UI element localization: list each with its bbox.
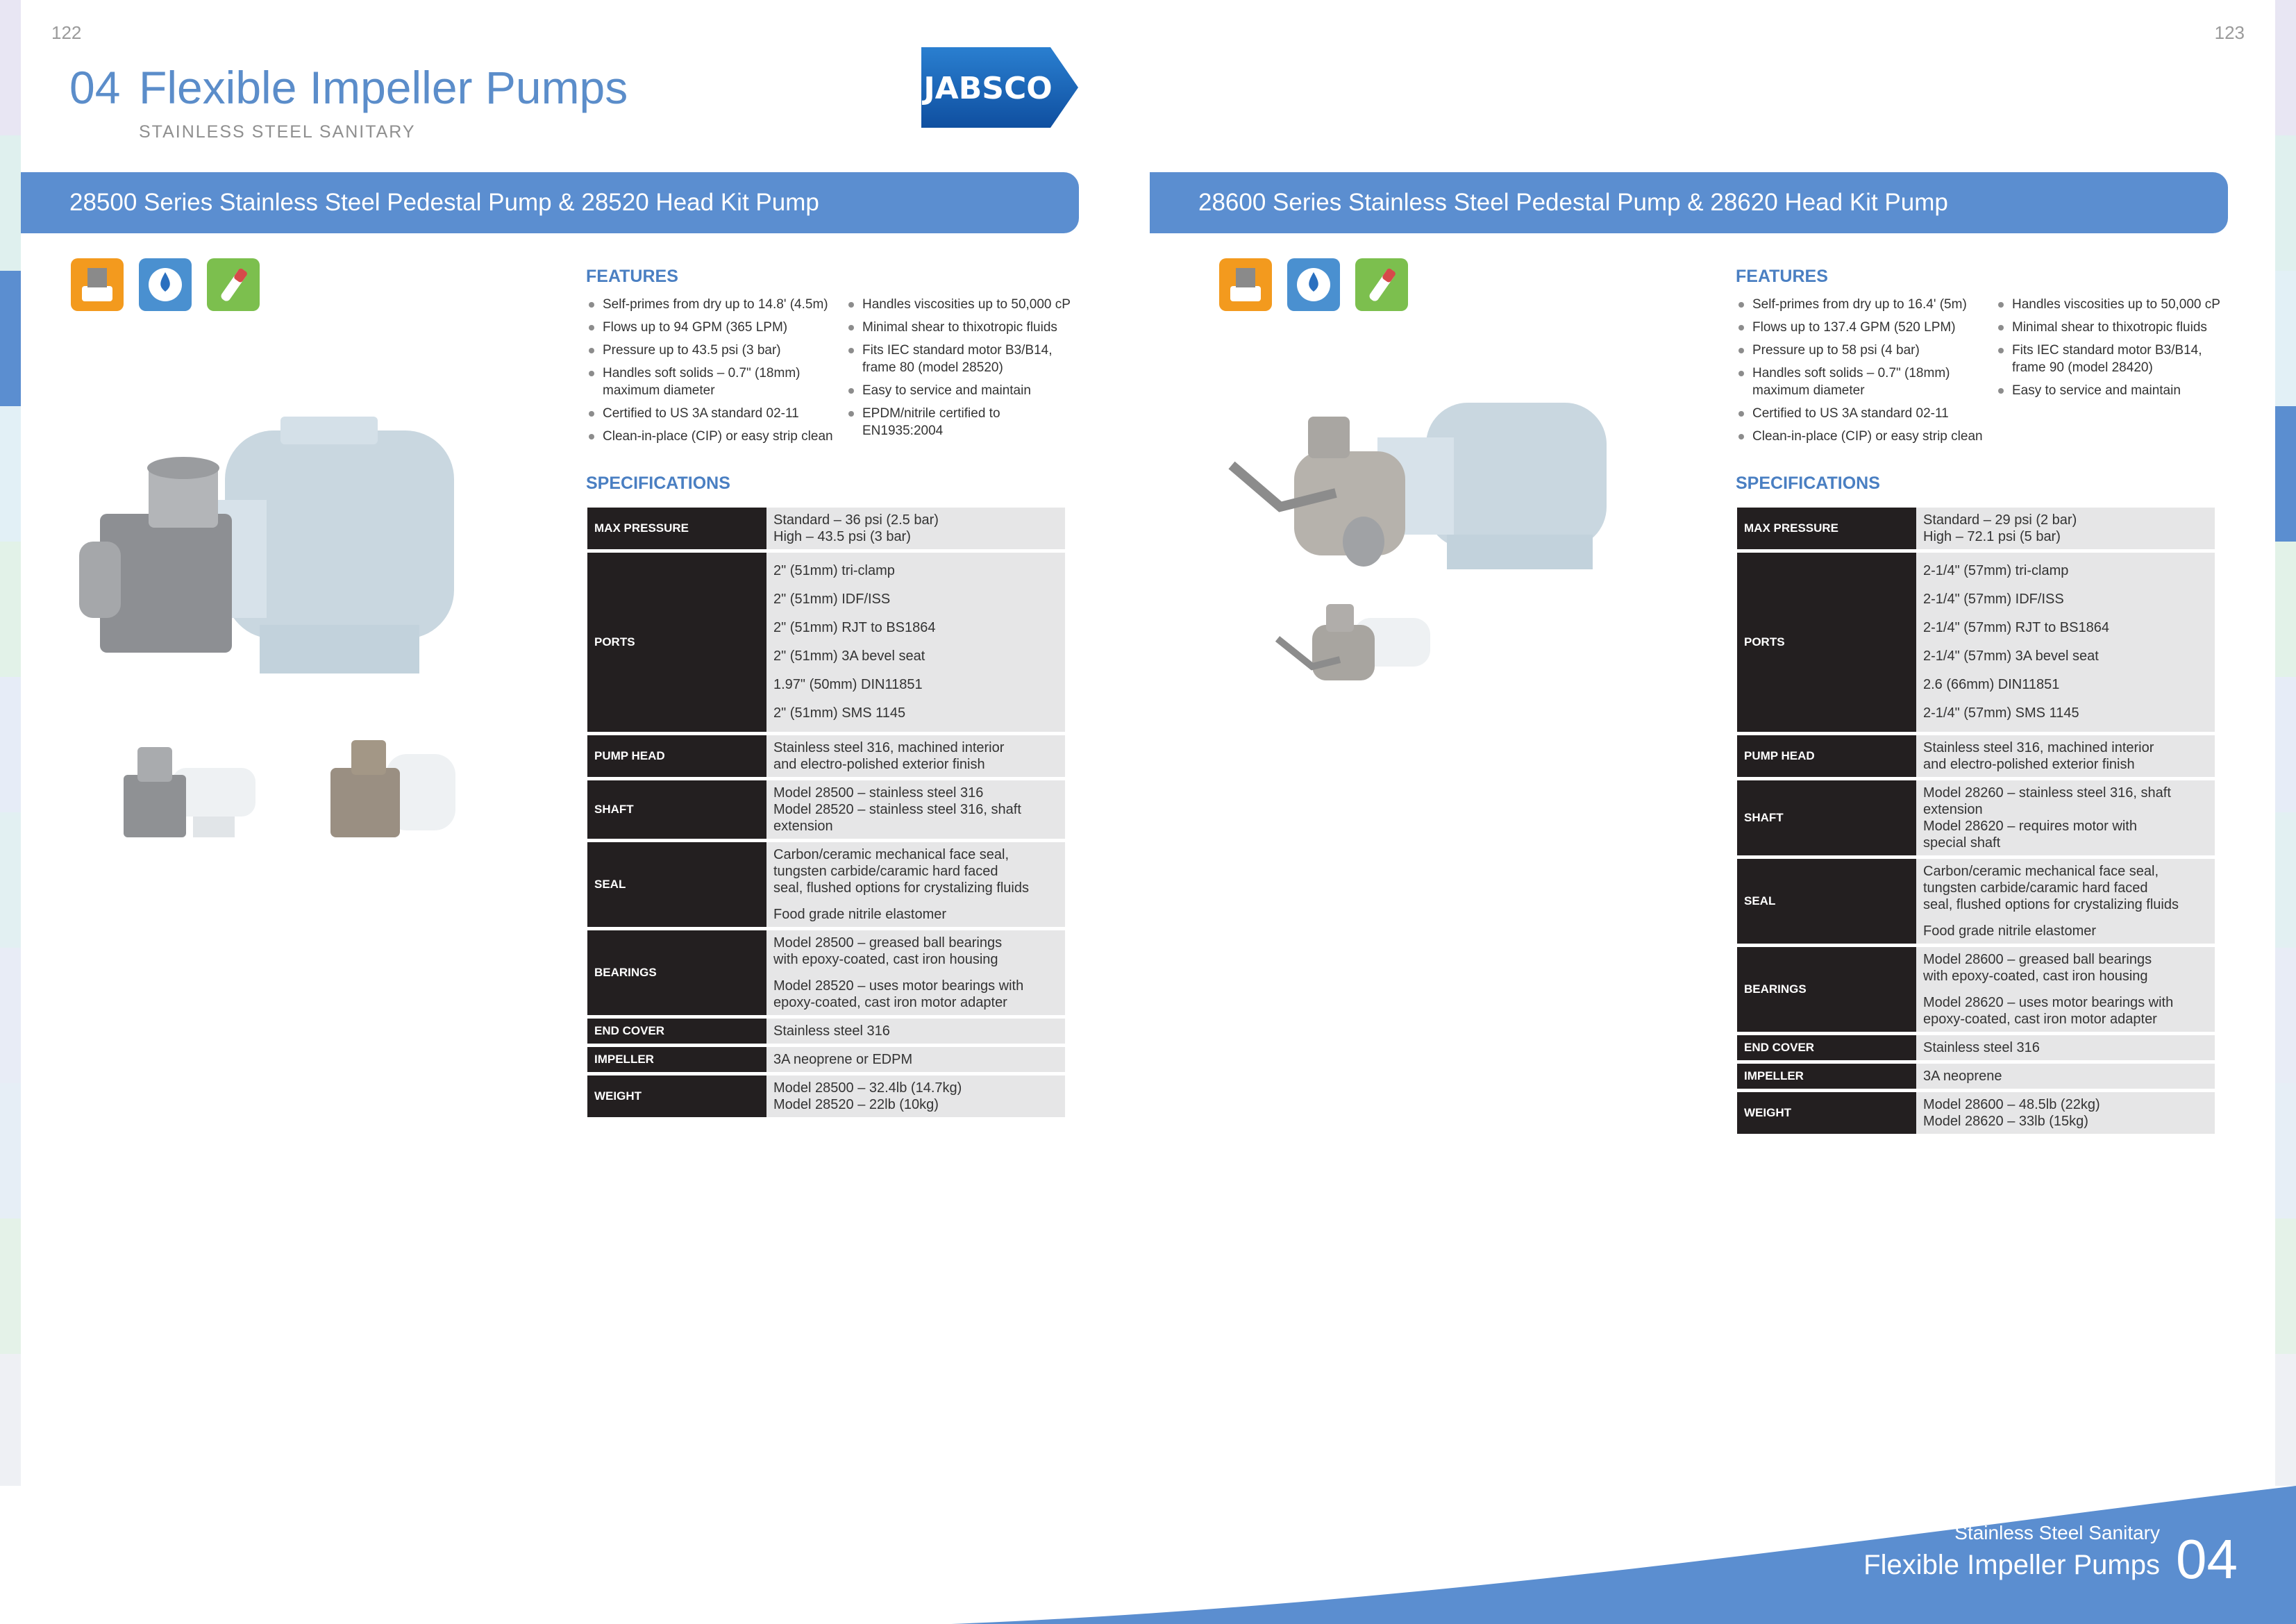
page-title: Flexible Impeller Pumps: [139, 62, 628, 113]
logo-text: JABSCO: [923, 71, 1053, 106]
spec-value: Model 28600 – greased ball bearings with epoxy-coated, cast iron housing Model 28620 – uses motor bearings with epoxy-coated, cast iron motor adapter: [1916, 947, 2215, 1032]
feature-item: Handles viscosities up to 50,000 cP: [846, 296, 1082, 313]
food-icon: [71, 258, 124, 311]
spec-value: Model 28500 – greased ball bearings with epoxy-coated, cast iron housing Model 28520 – uses motor bearings with epoxy-coated, cast iron motor adapter: [766, 930, 1065, 1015]
right-features-col2: [1995, 296, 2231, 405]
spec-label: PUMP HEAD: [1737, 735, 1916, 777]
right-main-pump-image: [1225, 396, 1641, 583]
feature-item: Clean-in-place (CIP) or easy strip clean: [586, 428, 836, 445]
right-specifications-heading: SPECIFICATIONS: [1736, 474, 1880, 493]
spec-label: PORTS: [1737, 553, 1916, 732]
spec-label: MAX PRESSURE: [587, 508, 766, 549]
left-features-col1: [586, 296, 836, 451]
left-category-icons: [71, 258, 260, 311]
spec-value: 3A neoprene or EDPM: [766, 1047, 1065, 1072]
left-small-pump-image-2: [317, 733, 469, 858]
right-edge-strip: [2275, 0, 2296, 1486]
table-row: [587, 780, 1065, 839]
feature-item: Handles soft solids – 0.7" (18mm) maximum diameter: [1736, 365, 1986, 399]
spec-label: SEAL: [1737, 859, 1916, 944]
food-icon: [1219, 258, 1272, 311]
feature-item: Flows up to 137.4 GPM (520 LPM): [1736, 319, 1986, 336]
feature-item: Certified to US 3A standard 02-11: [1736, 405, 1986, 422]
left-small-pump-image-1: [110, 740, 269, 858]
jabsco-logo: [921, 47, 1078, 128]
table-row: [1737, 553, 2215, 732]
spec-value: Model 28600 – 48.5lb (22kg) Model 28620 – 33lb (15kg): [1916, 1092, 2215, 1134]
spec-label: SEAL: [587, 842, 766, 927]
spec-value: Carbon/ceramic mechanical face seal, tungsten carbide/caramic hard faced seal, flushed options for crystalizing fluids Food grade nitrile elastomer: [766, 842, 1065, 927]
table-row: [1737, 947, 2215, 1032]
spec-label: END COVER: [587, 1019, 766, 1044]
right-small-pump-image: [1271, 597, 1444, 701]
spec-value: 3A neoprene: [1916, 1064, 2215, 1089]
spec-value: Model 28500 – stainless steel 316 Model 28520 – stainless steel 316, shaft extension: [766, 780, 1065, 839]
spec-label: WEIGHT: [587, 1075, 766, 1117]
feature-item: Minimal shear to thixotropic fluids: [1995, 319, 2231, 336]
page-subtitle: STAINLESS STEEL SANITARY: [139, 122, 416, 142]
spec-value: Carbon/ceramic mechanical face seal, tungsten carbide/caramic hard faced seal, flushed options for crystalizing fluids Food grade nitrile elastomer: [1916, 859, 2215, 944]
spec-value: Stainless steel 316: [766, 1019, 1065, 1044]
table-row: [1737, 1092, 2215, 1134]
table-row: [587, 508, 1065, 549]
chapter-number: 04: [69, 62, 121, 113]
left-specifications-heading: SPECIFICATIONS: [586, 474, 730, 493]
right-features-col1: [1736, 296, 1986, 451]
spec-label: IMPELLER: [587, 1047, 766, 1072]
spec-value: Standard – 29 psi (2 bar) High – 72.1 psi (5 bar): [1916, 508, 2215, 549]
left-features-heading: FEATURES: [586, 267, 678, 286]
left-spec-table: [587, 504, 1065, 1121]
footer-title: Flexible Impeller Pumps: [1863, 1550, 2160, 1580]
pharma-vial-icon: [1355, 258, 1408, 311]
left-features-col2: [846, 296, 1082, 445]
table-row: [1737, 1064, 2215, 1089]
spec-label: PORTS: [587, 553, 766, 732]
spec-label: BEARINGS: [1737, 947, 1916, 1032]
spec-label: IMPELLER: [1737, 1064, 1916, 1089]
feature-item: Self-primes from dry up to 14.8' (4.5m): [586, 296, 836, 313]
table-row: [1737, 508, 2215, 549]
feature-item: Fits IEC standard motor B3/B14, frame 90 (model 28420): [1995, 342, 2231, 376]
right-banner: 28600 Series Stainless Steel Pedestal Pump & 28620 Head Kit Pump: [1150, 172, 2228, 233]
feature-item: Handles viscosities up to 50,000 cP: [1995, 296, 2231, 313]
table-row: [587, 842, 1065, 927]
water-drop-icon: [139, 258, 192, 311]
right-category-icons: [1219, 258, 1408, 311]
spec-label: MAX PRESSURE: [1737, 508, 1916, 549]
spec-label: SHAFT: [587, 780, 766, 839]
table-row: [587, 1075, 1065, 1117]
spec-label: SHAFT: [1737, 780, 1916, 855]
spec-value: Stainless steel 316: [1916, 1035, 2215, 1060]
table-row: [1737, 780, 2215, 855]
spec-value: Stainless steel 316, machined interior and electro-polished exterior finish: [766, 735, 1065, 777]
table-row: [587, 930, 1065, 1015]
spec-value: 2-1/4" (57mm) tri-clamp 2-1/4" (57mm) IDF/ISS 2-1/4" (57mm) RJT to BS1864 2-1/4" (57mm) 3A bevel seat 2.6 (66mm) DIN11851 2-1/4" (57mm) SMS 1145: [1916, 553, 2215, 732]
feature-item: Minimal shear to thixotropic fluids: [846, 319, 1082, 336]
feature-item: Certified to US 3A standard 02-11: [586, 405, 836, 422]
table-row: [587, 1019, 1065, 1044]
left-main-pump-image: [72, 410, 496, 701]
table-row: [1737, 735, 2215, 777]
spec-value: 2" (51mm) tri-clamp 2" (51mm) IDF/ISS 2" (51mm) RJT to BS1864 2" (51mm) 3A bevel seat 1.97" (50mm) DIN11851 2" (51mm) SMS 1145: [766, 553, 1065, 732]
feature-item: Clean-in-place (CIP) or easy strip clean: [1736, 428, 1986, 445]
feature-item: Pressure up to 58 psi (4 bar): [1736, 342, 1986, 359]
footer-chapter-number: 04: [2176, 1528, 2238, 1590]
table-row: [587, 553, 1065, 732]
feature-item: EPDM/nitrile certified to EN1935:2004: [846, 405, 1082, 440]
table-row: [587, 1047, 1065, 1072]
page-number-right: 123: [2214, 22, 2245, 43]
feature-item: Flows up to 94 GPM (365 LPM): [586, 319, 836, 336]
spec-value: Standard – 36 psi (2.5 bar) High – 43.5 psi (3 bar): [766, 508, 1065, 549]
spec-value: Model 28500 – 32.4lb (14.7kg) Model 28520 – 22lb (10kg): [766, 1075, 1065, 1117]
left-banner: 28500 Series Stainless Steel Pedestal Pump & 28520 Head Kit Pump: [21, 172, 1079, 233]
feature-item: Easy to service and maintain: [1995, 382, 2231, 399]
table-row: [587, 735, 1065, 777]
spec-label: END COVER: [1737, 1035, 1916, 1060]
right-spec-table: [1737, 504, 2215, 1137]
left-edge-strip: [0, 0, 21, 1486]
spec-value: Stainless steel 316, machined interior and electro-polished exterior finish: [1916, 735, 2215, 777]
table-row: [1737, 859, 2215, 944]
water-drop-icon: [1287, 258, 1340, 311]
footer-subtitle: Stainless Steel Sanitary: [1954, 1522, 2160, 1543]
spec-label: BEARINGS: [587, 930, 766, 1015]
table-row: [1737, 1035, 2215, 1060]
spec-label: WEIGHT: [1737, 1092, 1916, 1134]
right-features-heading: FEATURES: [1736, 267, 1828, 286]
feature-item: Fits IEC standard motor B3/B14, frame 80 (model 28520): [846, 342, 1082, 376]
feature-item: Self-primes from dry up to 16.4' (5m): [1736, 296, 1986, 313]
feature-item: Handles soft solids – 0.7" (18mm) maximum diameter: [586, 365, 836, 399]
spec-label: PUMP HEAD: [587, 735, 766, 777]
feature-item: Easy to service and maintain: [846, 382, 1082, 399]
spec-value: Model 28260 – stainless steel 316, shaft extension Model 28620 – requires motor with special shaft: [1916, 780, 2215, 855]
feature-item: Pressure up to 43.5 psi (3 bar): [586, 342, 836, 359]
page-number-left: 122: [51, 22, 82, 43]
pharma-vial-icon: [207, 258, 260, 311]
